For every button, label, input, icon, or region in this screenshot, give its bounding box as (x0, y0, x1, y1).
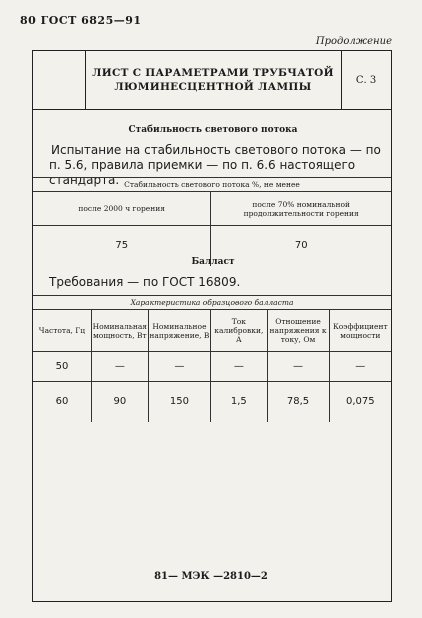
stability-val1: 75 (33, 226, 211, 266)
band-left-cell (33, 51, 86, 109)
ballast-cell: 78,5 (267, 382, 329, 422)
page-frame (32, 50, 392, 602)
ballast-text: Требования — по ГОСТ 16809. (49, 275, 241, 289)
ballast-cell: — (329, 352, 391, 382)
sheet-number: С. 3 (355, 74, 377, 86)
stability-text: Испытание на стабильность светового потока — по п. 5.6, правила приемки — по п. 6.6 настоящего стандарта. (49, 143, 381, 187)
ballast-caption: Характеристика образцового балласта (33, 296, 391, 310)
ballast-cell: 150 (148, 382, 210, 422)
stability-col1: после 2000 ч горения (33, 192, 211, 226)
ballast-cell: 50 (33, 352, 91, 382)
ballast-cell: 1,5 (211, 382, 267, 422)
ballast-header-cell: Ток калибровки, А (211, 310, 267, 352)
ballast-cell: — (211, 352, 267, 382)
table-row (33, 352, 391, 382)
ballast-cell: 60 (33, 382, 91, 422)
ballast-table (33, 295, 391, 422)
continuation-label: Продолжение (315, 36, 392, 47)
ballast-header-cell: Номинальная мощность, Вт (91, 310, 148, 352)
ballast-heading: Балласт (191, 257, 235, 267)
stability-val2: 70 (211, 226, 391, 266)
title-band (33, 51, 391, 110)
page-header (20, 14, 142, 27)
ballast-cell: — (148, 352, 210, 382)
band-title: ЛИСТ С ПАРАМЕТРАМИ ТРУБЧАТОЙ ЛЮМИНЕСЦЕНТНОЙ ЛАМПЫ (85, 51, 342, 109)
stability-table (33, 177, 391, 266)
ballast-header-cell: Отношение напряжения к току, Ом (267, 310, 329, 352)
ballast-header-cell: Коэффициент мощности (329, 310, 391, 352)
stability-heading: Стабильность светового потока (128, 125, 298, 135)
ballast-cell: 90 (91, 382, 148, 422)
table-row (33, 382, 391, 422)
stability-col2: после 70% номинальной продолжительности горения (211, 192, 391, 226)
ballast-header-cell: Номинальное напряжение, В (148, 310, 210, 352)
ballast-header-cell: Частота, Гц (33, 310, 91, 352)
page-number: 80 (20, 14, 37, 27)
standard-code: ГОСТ 6825—91 (40, 14, 142, 27)
ballast-cell: 0,075 (329, 382, 391, 422)
page-footer: 81— МЭК —2810—2 (154, 571, 268, 582)
ballast-cell: — (91, 352, 148, 382)
ballast-cell: — (267, 352, 329, 382)
stability-caption: Стабильность светового потока %, не менее (33, 178, 391, 192)
